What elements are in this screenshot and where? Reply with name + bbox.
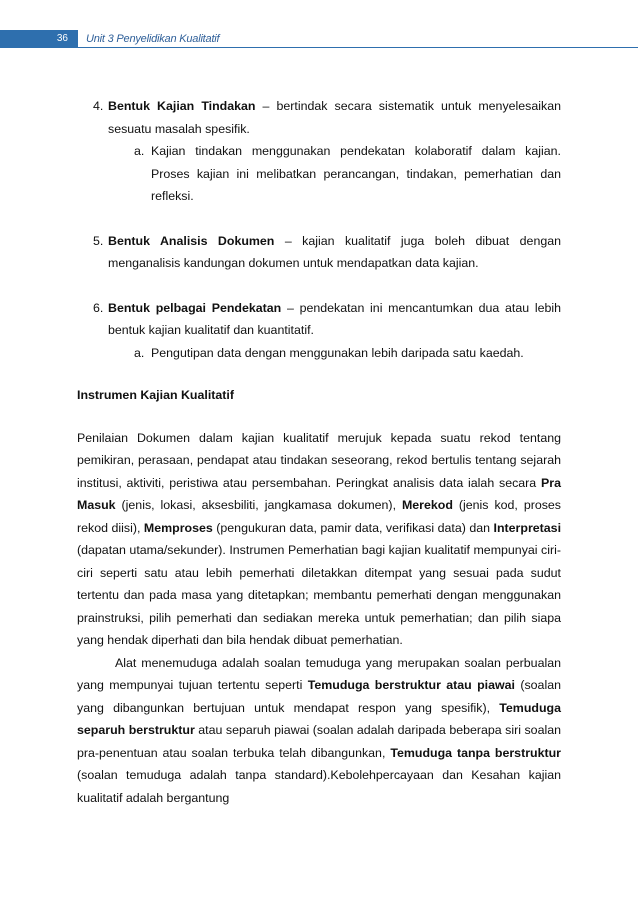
list-number: 5. bbox=[93, 233, 104, 248]
list-item-5 bbox=[77, 230, 561, 275]
item-term: Bentuk pelbagai Pendekatan bbox=[108, 300, 282, 315]
sub-item-4a bbox=[77, 140, 561, 208]
sub-item-6a bbox=[77, 342, 561, 365]
page-header bbox=[0, 30, 638, 48]
page-number: 36 bbox=[0, 30, 78, 48]
header-rule bbox=[78, 47, 638, 48]
list-item-4 bbox=[77, 95, 561, 140]
section-heading: Instrumen Kajian Kualitatif bbox=[77, 388, 234, 402]
item-text: – pendekatan ini mencantumkan dua atau lebih bentuk kajian kualitatif dan kuantitatif. bbox=[108, 300, 561, 337]
item-term: Bentuk Kajian Tindakan bbox=[108, 99, 256, 113]
paragraph-penilaian-dokumen: Penilaian Dokumen dalam kajian kualitatif merujuk kepada suatu rekod tentang pemikiran, perasaan, pendapat atau tindakan seseorang, rekod bertulis tentang sejarah institusi, aktiviti, peristiwa atau persembahan. Peringkat analisis data ialah secara Pra Masuk (jenis, lokasi, aksesbiliti, jangkamasa dokumen), Merekod (jenis kod, proses rekod diisi), Memproses (pengukuran data, pamir data, verifikasi data) dan Interpretasi (dapatan utama/sekunder). Instrumen Pemerhatian bagi kajian kualitatif mempunyai ciri-ciri seperti satu atau lebih pemerhati diletakkan ditempat yang sesuai pada sudut tertentu dan pada masa yang ditetapkan; membantu pemerhati dengan menggunakan prainstruksi, pilih pemerhati dan sediakan mereka untuk pemerhatian; dan pilih siapa yang hendak diperhati dan bila hendak dibuat pemerhatian. bbox=[77, 430, 562, 647]
sub-item-text: Pengutipan data dengan menggunakan lebih daripada satu kaedah. bbox=[151, 345, 524, 360]
list-number: 4. bbox=[93, 99, 104, 113]
item-term: Bentuk Analisis Dokumen bbox=[108, 233, 275, 248]
paragraph-alat-menemuduga: Alat menemuduga adalah soalan temuduga yang merupakan soalan perbualan yang mempunyai tujuan tertentu seperti Temuduga berstruktur atau piawai (soalan yang dibangunkan bertujuan untuk mendapat respon yang spesifik), Temuduga separuh berstruktur atau separuh piawai (soalan adalah daripada beberapa siri soalan pra-penentuan atau soalan terbuka telah dibangunkan, Temuduga tanpa berstruktur (soalan temuduga adalah tanpa standard).Kebolehpercayaan dan Kesahan kajian kualitatif adalah bergantung bbox=[77, 655, 561, 805]
item-text: – bertindak secara sistematik untuk menyelesaikan sesuatu masalah spesifik. bbox=[108, 99, 561, 136]
sub-letter: a. bbox=[134, 345, 145, 360]
running-title: Unit 3 Penyelidikan Kualitatif bbox=[86, 33, 220, 45]
sub-letter: a. bbox=[134, 144, 145, 158]
item-text: – kajian kualitatif juga boleh dibuat dengan menganalisis kandungan dokumen untuk mendapatkan data kajian. bbox=[108, 233, 562, 270]
list-number: 6. bbox=[93, 300, 104, 315]
page-content bbox=[77, 95, 561, 809]
list-item-6 bbox=[77, 297, 561, 342]
sub-item-text: Kajian tindakan menggunakan pendekatan kolaboratif dalam kajian. Proses kajian ini melibatkan perancangan, tindakan, pemerhatian dan refleksi. bbox=[151, 144, 561, 203]
